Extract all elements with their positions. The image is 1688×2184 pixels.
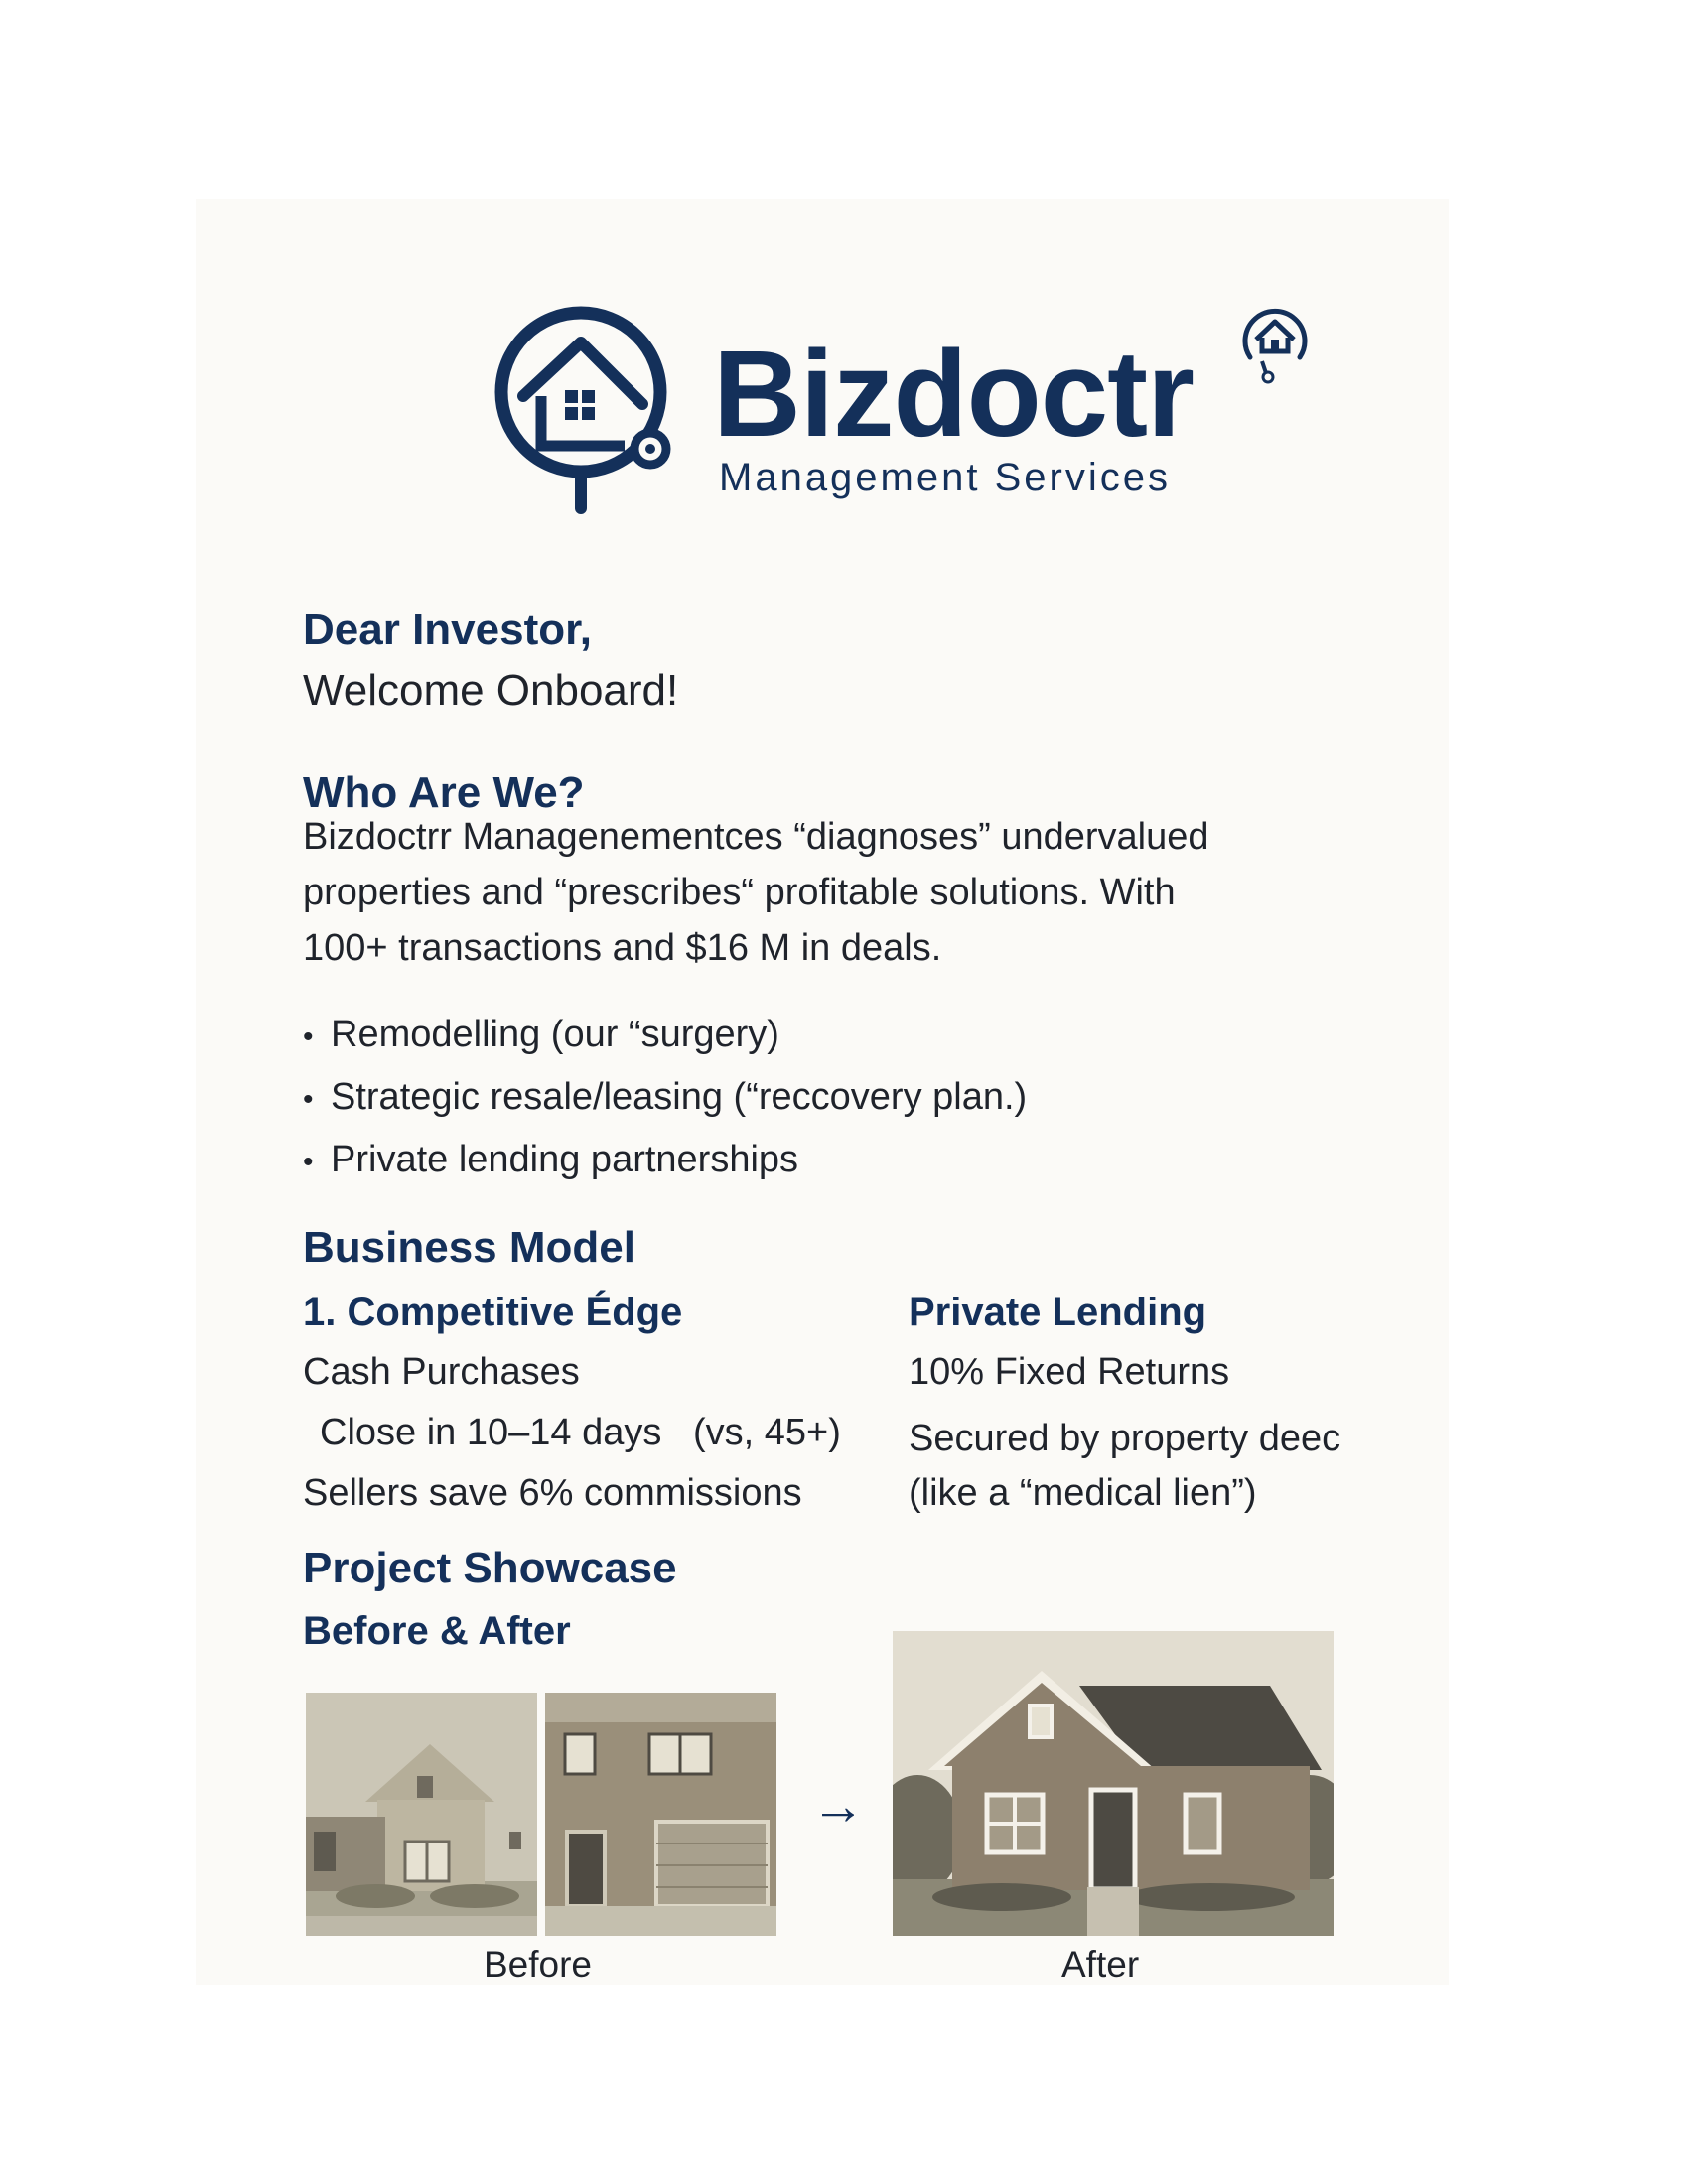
lending-line: Secured by property deec <box>909 1418 1341 1459</box>
before-caption: Before <box>484 1944 593 1984</box>
competitive-edge-heading: 1. Competitive Édge <box>303 1291 683 1334</box>
about-line: properties and “prescribes“ profitable solutions. With <box>303 872 1176 913</box>
house-stethoscope-icon <box>1236 298 1314 387</box>
edge-line: Close in 10–14 days (vs, 45+) <box>320 1412 841 1453</box>
edge-line: Sellers save 6% commissions <box>303 1472 802 1514</box>
about-line: 100+ transactions and $16 M in deals. <box>303 927 942 969</box>
house-magnifier-icon <box>493 305 678 515</box>
service-list <box>303 1005 1027 1192</box>
list-item: • Private lending partnerships <box>303 1130 1027 1192</box>
list-item: • Strategic resale/leasing (“reccovery plan.) <box>303 1067 1027 1130</box>
lending-line: (like a “medical lien”) <box>909 1472 1257 1514</box>
salutation: Dear Investor, <box>303 606 593 654</box>
welcome-line: Welcome Onboard! <box>303 666 679 715</box>
after-caption: After <box>1061 1944 1140 1984</box>
brand-name: Bizdoctr <box>713 327 1194 463</box>
showcase-subtitle: Before & After <box>303 1609 571 1653</box>
list-item: • Remodelling (our “surgery) <box>303 1005 1027 1067</box>
lending-line: 10% Fixed Returns <box>909 1351 1230 1393</box>
arrow-right-icon: → <box>811 1776 865 1836</box>
after-photo-house <box>893 1631 1334 1936</box>
showcase-title: Project Showcase <box>303 1544 677 1592</box>
about-title: Who Are We? <box>303 768 585 817</box>
private-lending-heading: Private Lending <box>909 1291 1207 1334</box>
about-line: Bizdoctrr Managenementces “diagnoses” undervalued <box>303 816 1209 858</box>
business-model-title: Business Model <box>303 1223 635 1272</box>
before-photo-garage <box>545 1693 776 1936</box>
letter-page <box>196 199 1449 1985</box>
edge-line: Cash Purchases <box>303 1351 580 1393</box>
before-photo-house <box>306 1693 537 1936</box>
about-paragraph <box>303 809 1326 976</box>
brand-subtitle: Management Services <box>719 456 1171 499</box>
